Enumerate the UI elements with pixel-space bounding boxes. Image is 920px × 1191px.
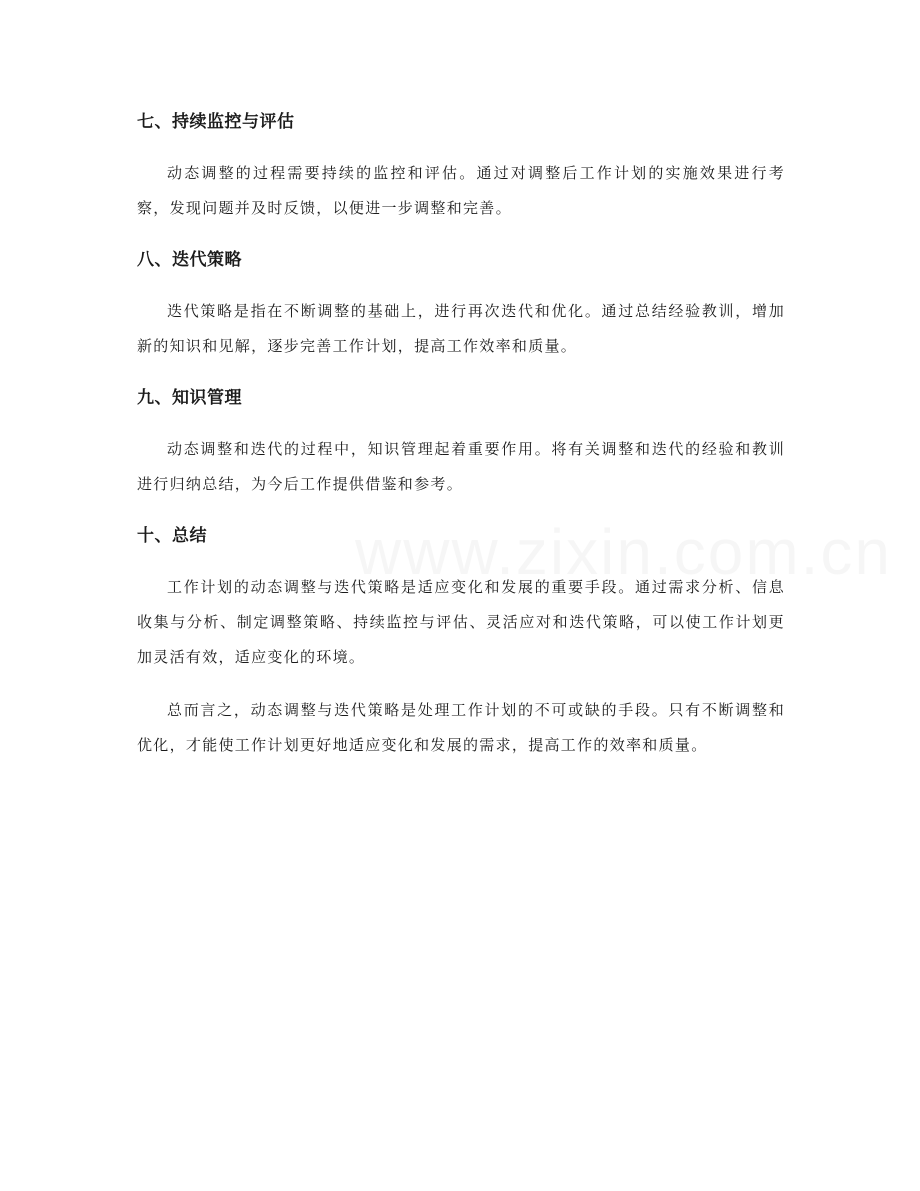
section-heading: 八、迭代策略 xyxy=(137,250,242,270)
section-summary xyxy=(137,520,785,763)
paragraph: 总而言之，动态调整与迭代策略是处理工作计划的不可或缺的手段。只有不断调整和优化，才能使工作计划更好地适应变化和发展的需求，提高工作的效率和质量。 xyxy=(137,701,785,754)
section-knowledge xyxy=(137,382,785,502)
paragraph: 动态调整和迭代的过程中，知识管理起着重要作用。将有关调整和迭代的经验和教训进行归纳总结，为今后工作提供借鉴和参考。 xyxy=(137,440,785,493)
document-body xyxy=(137,106,785,781)
section-heading: 十、总结 xyxy=(137,526,207,546)
paragraph: 动态调整的过程需要持续的监控和评估。通过对调整后工作计划的实施效果进行考察，发现问题并及时反馈，以便进一步调整和完善。 xyxy=(137,164,785,217)
section-heading: 七、持续监控与评估 xyxy=(137,112,295,132)
section-monitoring xyxy=(137,106,785,226)
paragraph: 工作计划的动态调整与迭代策略是适应变化和发展的重要手段。通过需求分析、信息收集与分析、制定调整策略、持续监控与评估、灵活应对和迭代策略，可以使工作计划更加灵活有效，适应变化的环境。 xyxy=(137,578,785,666)
section-iteration xyxy=(137,244,785,364)
paragraph: 迭代策略是指在不断调整的基础上，进行再次迭代和优化。通过总结经验教训，增加新的知识和见解，逐步完善工作计划，提高工作效率和质量。 xyxy=(137,302,785,355)
section-heading: 九、知识管理 xyxy=(137,388,242,408)
